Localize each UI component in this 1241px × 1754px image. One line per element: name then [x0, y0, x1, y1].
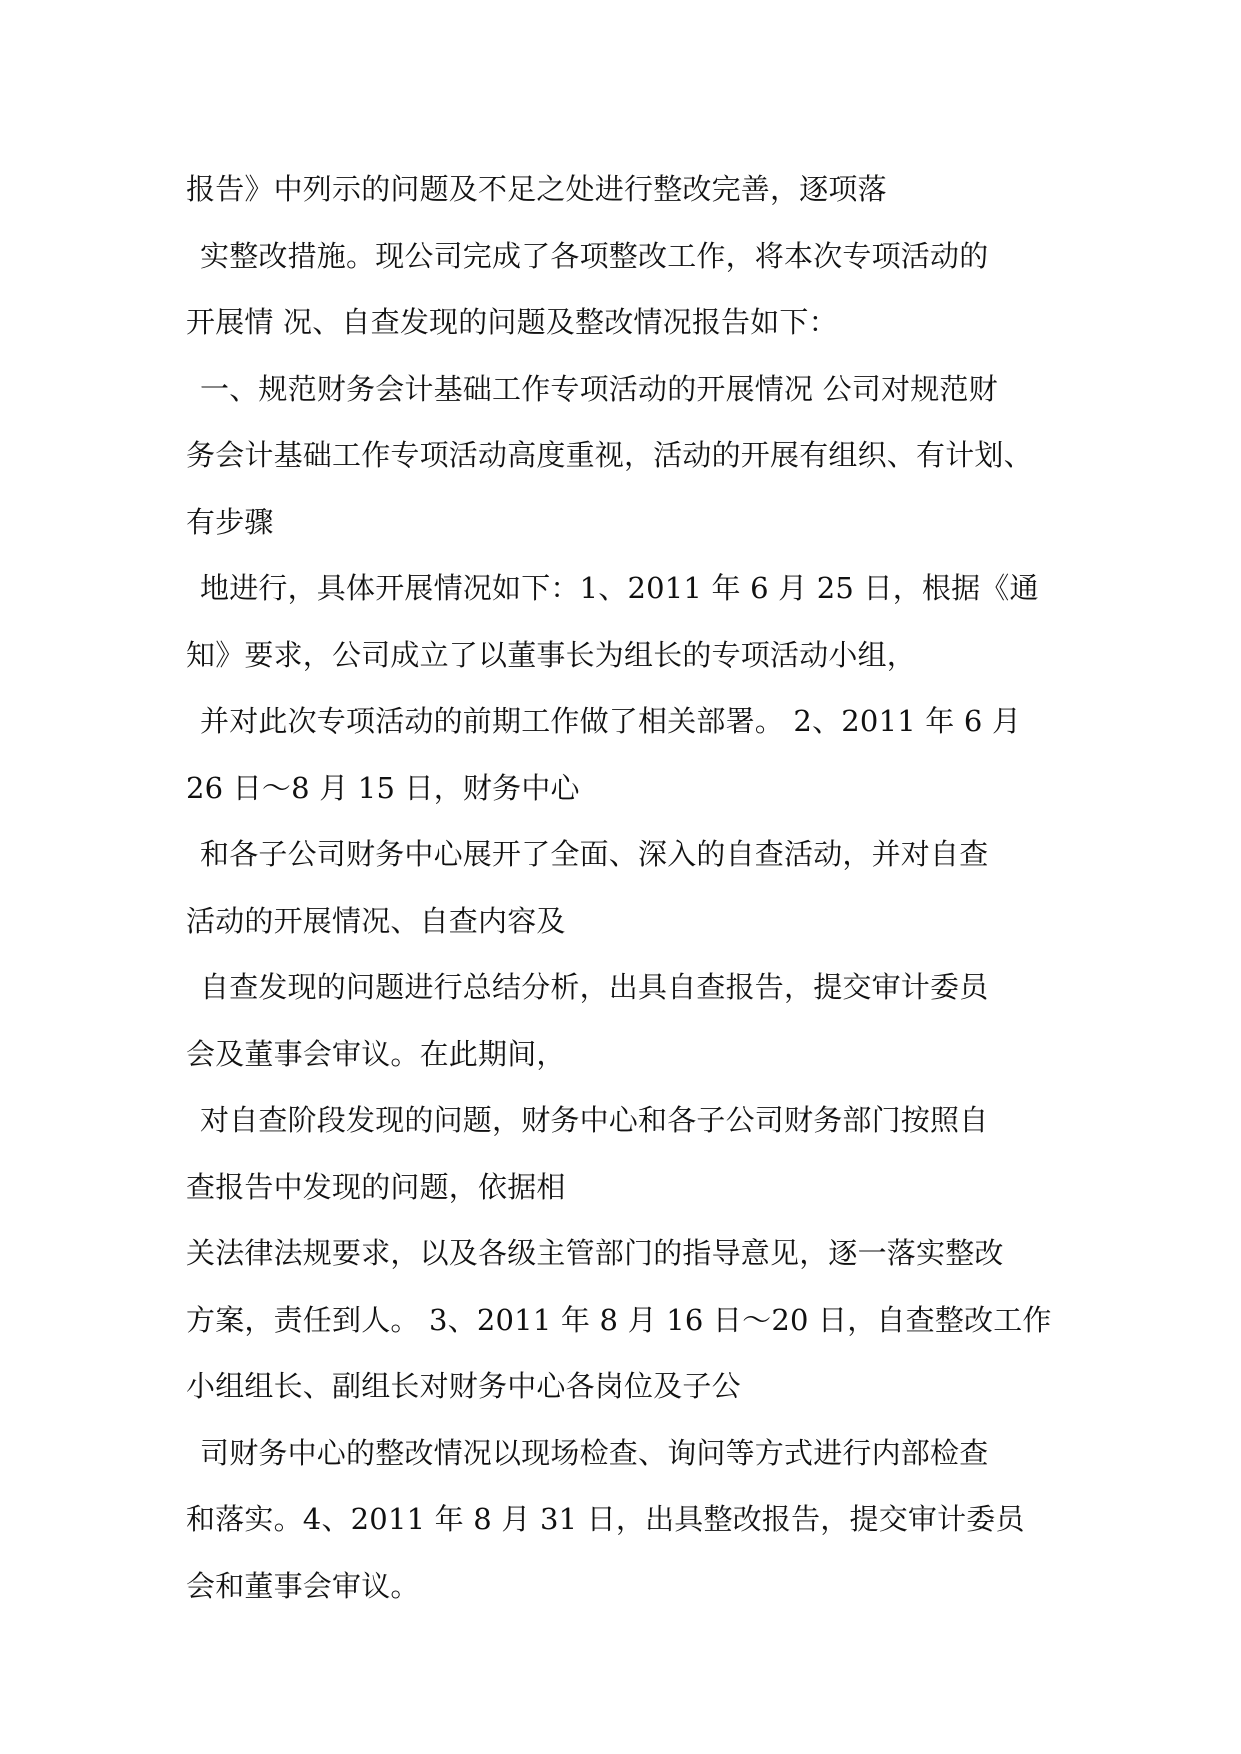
text-line: 并对此次专项活动的前期工作做了相关部署。 2、2011 年 6 月 [200, 704, 1022, 738]
text-line: 实整改措施。现公司完成了各项整改工作，将本次专项活动的 [200, 238, 989, 273]
text-line: 关法律法规要求，以及各级主管部门的指导意见，逐一落实整改 [186, 1236, 1004, 1270]
text-line: 会及董事会审议。在此期间， [186, 1036, 566, 1071]
text-line: 小组组长、副组长对财务中心各岗位及子公 [186, 1369, 741, 1403]
text-line: 查报告中发现的问题，依据相 [186, 1169, 566, 1204]
text-line: 方案，责任到人。 3、2011 年 8 月 16 日～20 日，自查整改工作 [186, 1302, 1052, 1337]
text-line: 司财务中心的整改情况以现场检查、询问等方式进行内部检查 [200, 1435, 989, 1470]
text-line: 对自查阶段发现的问题，财务中心和各子公司财务部门按照自 [200, 1103, 989, 1137]
body-text [186, 156, 1066, 1619]
text-line: 有步骤 [186, 504, 274, 539]
text-line: 报告》中列示的问题及不足之处进行整改完善，逐项落 [186, 172, 887, 206]
text-line: 知》要求，公司成立了以董事长为组长的专项活动小组， [186, 637, 917, 672]
text-line: 26 日～8 月 15 日，财务中心 [186, 770, 580, 805]
text-line: 一、规范财务会计基础工作专项活动的开展情况 公司对规范财 [200, 371, 998, 406]
text-line: 自查发现的问题进行总结分析，出具自查报告，提交审计委员 [200, 970, 989, 1004]
text-line: 活动的开展情况、自查内容及 [186, 903, 566, 938]
text-line: 和各子公司财务中心展开了全面、深入的自查活动，并对自查 [200, 837, 989, 871]
text-line: 务会计基础工作专项活动高度重视，活动的开展有组织、有计划、 [186, 438, 1033, 472]
text-line: 会和董事会审议。 [186, 1568, 420, 1603]
text-line: 和落实。4、2011 年 8 月 31 日，出具整改报告，提交审计委员 [186, 1502, 1025, 1536]
text-line: 地进行，具体开展情况如下：1、2011 年 6 月 25 日，根据《通 [200, 571, 1039, 605]
text-line: 开展情 况、自查发现的问题及整改情况报告如下： [186, 305, 838, 339]
